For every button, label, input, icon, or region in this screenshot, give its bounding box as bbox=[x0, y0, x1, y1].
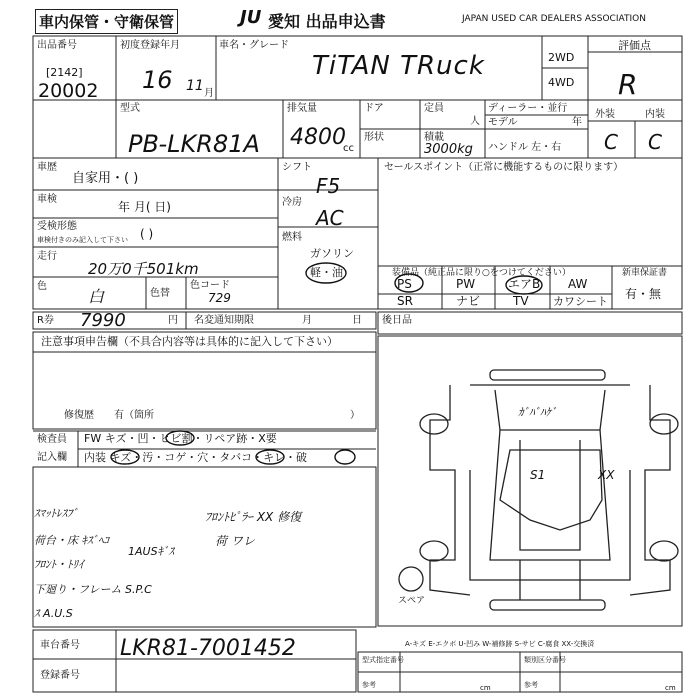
recycle-unit: 円 bbox=[168, 315, 178, 326]
hand-note-3: ﾌﾛﾝﾄ・ﾄﾘｲ bbox=[34, 558, 84, 571]
lot-no: 20002 bbox=[38, 80, 99, 102]
color-label: 色 bbox=[37, 281, 47, 292]
name-label: 車名・グレード bbox=[219, 40, 289, 51]
disp-label: 排気量 bbox=[287, 103, 317, 114]
warranty-label: 新車保証書 bbox=[622, 268, 668, 278]
diagram-mark-s1: S1 bbox=[530, 468, 546, 482]
repair-close: ） bbox=[350, 410, 360, 421]
equipment-label: 装備品（純正品に限り○をつけてください） bbox=[392, 268, 571, 278]
handle-label: ハンドル 左・右 bbox=[488, 142, 562, 153]
grade-label: 評価点 bbox=[618, 39, 651, 52]
recycle-label: R券 bbox=[37, 315, 54, 326]
lot-sub: [2142] bbox=[46, 66, 83, 79]
month-unit: 月 bbox=[204, 88, 214, 99]
record-label: 記入欄 bbox=[37, 452, 67, 463]
int-label: 内装 bbox=[645, 109, 665, 120]
storage-title: 車内保管・守衛保管 bbox=[35, 9, 178, 34]
sales-point-label: セールスポイント（正常に機能するものに限ります） bbox=[384, 162, 624, 173]
diagram-mark-xx: XX bbox=[598, 468, 615, 482]
history-label: 車歴 bbox=[37, 162, 57, 173]
type-spec-label: 型式指定番号 bbox=[362, 656, 404, 664]
category-label: 類別区分番号 bbox=[524, 656, 566, 664]
inspect-value: 年 月( 日) bbox=[118, 200, 171, 214]
grade-value: R bbox=[618, 68, 638, 101]
expiry-day: 日 bbox=[352, 315, 362, 326]
after-label: 後日品 bbox=[382, 315, 412, 326]
year-unit: 年 bbox=[572, 117, 582, 128]
mileage-value: 20万0千501km bbox=[88, 260, 199, 278]
capacity-unit: 人 bbox=[470, 116, 480, 127]
category-ref: 参考 bbox=[524, 681, 538, 689]
hand-note-5: ｽ A.U.S bbox=[34, 607, 73, 620]
type-spec-cm: cm bbox=[480, 684, 491, 692]
color-code-value: 729 bbox=[208, 291, 231, 305]
accepted-value: ( ) bbox=[140, 227, 154, 241]
capacity-label: 定員 bbox=[424, 103, 444, 114]
form-title: 愛知 出品申込書 bbox=[268, 12, 386, 31]
mileage-label: 走行 bbox=[37, 251, 57, 262]
hand-note-mid: 1AUSｷﾞｽ bbox=[128, 545, 175, 558]
type-label: 型式 bbox=[120, 103, 140, 114]
lot-no-label: 出品番号 bbox=[37, 40, 77, 51]
category-cm: cm bbox=[665, 684, 676, 692]
form-label: 形状 bbox=[364, 132, 384, 143]
drive-4wd: 4WD bbox=[548, 76, 575, 89]
disp-unit: cc bbox=[343, 143, 354, 154]
door-label: ドア bbox=[364, 103, 384, 114]
circle-tear bbox=[335, 450, 355, 464]
hand-note-1: ｽﾏｯﾄﾚｽﾌﾞ bbox=[34, 507, 78, 520]
history-value: 自家用・( ) bbox=[72, 171, 139, 186]
type-value: PB-LKR81A bbox=[128, 130, 260, 158]
drive-2wd: 2WD bbox=[548, 51, 575, 64]
ac-label: 冷房 bbox=[282, 197, 302, 208]
shift-value: F5 bbox=[316, 174, 341, 198]
inspect-label: 車検 bbox=[37, 194, 57, 205]
expiry-month: 月 bbox=[302, 315, 312, 326]
fuel-label: 燃料 bbox=[282, 232, 302, 243]
hand-note-2: 荷台・床 ｷｽﾞﾍｺ bbox=[34, 534, 109, 547]
load-label: 積載 bbox=[424, 132, 444, 143]
ju-logo: JU bbox=[240, 7, 262, 28]
equip-airbag: エアB bbox=[508, 277, 541, 291]
chassis-label: 車台番号 bbox=[40, 640, 80, 651]
int-value: C bbox=[648, 130, 662, 154]
equip-seat: カワシート bbox=[553, 295, 608, 308]
damage-legend: A-キズ E-エクボ U-凹み W-補修跡 S-サビ C-腐食 XX-交換済 bbox=[405, 640, 595, 648]
chassis-value: LKR81-7001452 bbox=[120, 636, 296, 661]
model-label: モデル bbox=[488, 117, 518, 128]
spare-label: スペア bbox=[398, 596, 426, 606]
exterior-defects: FW キズ・凹・ヒビ割・リペア跡・X要 bbox=[84, 432, 277, 445]
equip-tv: TV bbox=[513, 294, 529, 308]
recycle-value: 7990 bbox=[80, 310, 126, 331]
dealer-label: ディーラー・並行 bbox=[488, 103, 568, 114]
disp-value: 4800 bbox=[290, 125, 346, 150]
vehicle-name: TiTAN TRuck bbox=[312, 51, 485, 81]
shift-label: シフト bbox=[282, 162, 312, 173]
notes-label: 注意事項申告欄（不具合内容等は具体的に記入して下さい） bbox=[41, 335, 338, 348]
hand-note-right-2: 荷 ワレ bbox=[215, 534, 255, 548]
inspector-label: 検査員 bbox=[37, 434, 67, 445]
accepted-label: 受検形態 bbox=[37, 221, 77, 232]
reg-label: 登録番号 bbox=[40, 670, 80, 681]
repair-label: 修復歴 有（箇所 bbox=[64, 410, 154, 421]
fuel-diesel: 軽・油 bbox=[310, 266, 343, 279]
ac-value: AC bbox=[316, 206, 344, 230]
hand-note-right-1: ﾌﾛﾝﾄﾋﾟﾗｰ XX 修復 bbox=[205, 510, 302, 524]
diagram-roof-note: ｶﾞﾊﾞﾊｹﾞ bbox=[518, 406, 557, 419]
equip-navi: ナビ bbox=[456, 294, 481, 308]
equip-sr: SR bbox=[397, 294, 413, 308]
expiry-label: 名変通知期限 bbox=[194, 315, 254, 326]
ext-value: C bbox=[604, 130, 618, 154]
accepted-sub: 車検付きのみ記入して下さい bbox=[37, 236, 128, 244]
first-reg-year: 16 bbox=[142, 66, 173, 94]
interior-defects: 内装 キズ・汚・コゲ・穴・タバコ・キレ・破 bbox=[84, 451, 308, 464]
color-code-label: 色コード bbox=[190, 280, 230, 291]
equip-pw: PW bbox=[456, 277, 476, 291]
load-value: 3000kg bbox=[424, 142, 473, 157]
association-name: JAPAN USED CAR DEALERS ASSOCIATION bbox=[462, 14, 646, 24]
hand-note-4: 下廻り・フレーム S.P.C bbox=[34, 583, 152, 596]
color-value: 白 bbox=[88, 287, 105, 306]
type-spec-ref: 参考 bbox=[362, 681, 376, 689]
first-reg-month: 11 bbox=[186, 78, 204, 94]
swap-label: 色替 bbox=[150, 288, 170, 299]
warranty-value: 有・無 bbox=[625, 287, 662, 301]
fuel-gasoline: ガソリン bbox=[310, 247, 354, 260]
ext-label: 外装 bbox=[595, 109, 615, 120]
first-reg-label: 初度登録年月 bbox=[120, 40, 180, 51]
equip-aw: AW bbox=[568, 277, 588, 291]
equip-ps: PS bbox=[397, 277, 412, 291]
